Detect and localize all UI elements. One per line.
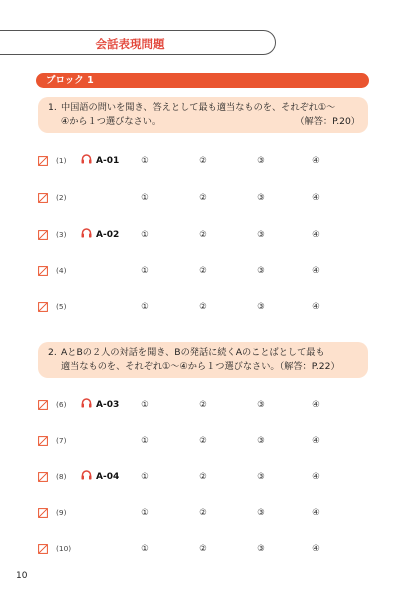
question-row xyxy=(38,299,378,315)
option-4[interactable]: ④ xyxy=(312,472,320,482)
question-number: (4) xyxy=(56,266,67,275)
option-1[interactable]: ① xyxy=(141,472,149,482)
option-2[interactable]: ② xyxy=(199,436,207,446)
question-row xyxy=(38,263,378,279)
option-1[interactable]: ① xyxy=(141,156,149,166)
option-1[interactable]: ① xyxy=(141,544,149,554)
question-row xyxy=(38,541,378,557)
option-3[interactable]: ③ xyxy=(257,266,265,276)
instruction-line-1: 中国語の問いを聞き、答えとして最も適当なものを、それぞれ①～ xyxy=(61,102,336,113)
question-number: (10) xyxy=(56,544,72,553)
question-number: (8) xyxy=(56,472,67,481)
audio-track[interactable] xyxy=(81,469,119,485)
instruction-line-2: ④から１つ選びなさい。 xyxy=(61,116,162,127)
option-2[interactable]: ② xyxy=(199,156,207,166)
question-row xyxy=(38,397,378,413)
option-2[interactable]: ② xyxy=(199,230,207,240)
option-4[interactable]: ④ xyxy=(312,230,320,240)
option-3[interactable]: ③ xyxy=(257,508,265,518)
option-3[interactable]: ③ xyxy=(257,193,265,203)
option-1[interactable]: ① xyxy=(141,302,149,312)
question-number: (1) xyxy=(56,156,67,165)
question-row xyxy=(38,505,378,521)
question-row xyxy=(38,153,378,169)
question-number: (9) xyxy=(56,508,67,517)
checkbox-icon[interactable] xyxy=(38,436,48,446)
option-1[interactable]: ① xyxy=(141,400,149,410)
option-3[interactable]: ③ xyxy=(257,544,265,554)
page-title: 会話表現問題 xyxy=(95,37,165,51)
audio-label: A-02 xyxy=(96,230,120,240)
option-1[interactable]: ① xyxy=(141,193,149,203)
headphone-icon xyxy=(81,156,96,166)
question-number: (7) xyxy=(56,436,67,445)
option-2[interactable]: ② xyxy=(199,472,207,482)
question-row xyxy=(38,469,378,485)
option-2[interactable]: ② xyxy=(199,400,207,410)
option-4[interactable]: ④ xyxy=(312,302,320,312)
question-row xyxy=(38,190,378,206)
option-3[interactable]: ③ xyxy=(257,230,265,240)
checkbox-icon[interactable] xyxy=(38,472,48,482)
checkbox-icon[interactable] xyxy=(38,400,48,410)
option-4[interactable]: ④ xyxy=(312,156,320,166)
audio-track[interactable] xyxy=(81,397,119,413)
option-2[interactable]: ② xyxy=(199,266,207,276)
checkbox-icon[interactable] xyxy=(38,230,48,240)
option-2[interactable]: ② xyxy=(199,302,207,312)
option-3[interactable]: ③ xyxy=(257,400,265,410)
option-4[interactable]: ④ xyxy=(312,544,320,554)
option-3[interactable]: ③ xyxy=(257,156,265,166)
audio-label: A-04 xyxy=(96,472,120,482)
question-number: (5) xyxy=(56,302,67,311)
checkbox-icon[interactable] xyxy=(38,156,48,166)
option-3[interactable]: ③ xyxy=(257,472,265,482)
headphone-icon xyxy=(81,472,96,482)
section-number: 1. xyxy=(48,102,57,113)
option-2[interactable]: ② xyxy=(199,544,207,554)
headphone-icon xyxy=(81,230,96,240)
checkbox-icon[interactable] xyxy=(38,193,48,203)
option-1[interactable]: ① xyxy=(141,508,149,518)
block-label: ブロック 1 xyxy=(36,73,369,88)
answer-reference: （解答：P.20） xyxy=(295,116,360,127)
question-row xyxy=(38,227,378,243)
audio-label: A-03 xyxy=(96,400,120,410)
option-4[interactable]: ④ xyxy=(312,193,320,203)
question-box-2 xyxy=(38,342,368,378)
audio-label: A-01 xyxy=(96,156,120,166)
option-4[interactable]: ④ xyxy=(312,436,320,446)
headphone-icon xyxy=(81,400,96,410)
option-2[interactable]: ② xyxy=(199,193,207,203)
option-4[interactable]: ④ xyxy=(312,508,320,518)
option-1[interactable]: ① xyxy=(141,266,149,276)
option-3[interactable]: ③ xyxy=(257,302,265,312)
option-4[interactable]: ④ xyxy=(312,400,320,410)
option-3[interactable]: ③ xyxy=(257,436,265,446)
audio-track[interactable] xyxy=(81,227,119,243)
instruction-line-2: 適当なものを、それぞれ①～④から１つ選びなさい。（解答：P.22） xyxy=(61,361,340,372)
checkbox-icon[interactable] xyxy=(38,544,48,554)
option-1[interactable]: ① xyxy=(141,436,149,446)
option-4[interactable]: ④ xyxy=(312,266,320,276)
question-number: (6) xyxy=(56,400,67,409)
section-number: 2. xyxy=(48,347,57,358)
page-number: 10 xyxy=(16,571,28,581)
question-number: (2) xyxy=(56,193,67,202)
checkbox-icon[interactable] xyxy=(38,508,48,518)
question-box-1 xyxy=(38,97,368,133)
option-2[interactable]: ② xyxy=(199,508,207,518)
question-row xyxy=(38,433,378,449)
question-number: (3) xyxy=(56,230,67,239)
audio-track[interactable] xyxy=(81,153,119,169)
checkbox-icon[interactable] xyxy=(38,302,48,312)
option-1[interactable]: ① xyxy=(141,230,149,240)
checkbox-icon[interactable] xyxy=(38,266,48,276)
instruction-line-1: AとBの２人の対話を聞き、Bの発話に続くAのことばとして最も xyxy=(61,347,325,358)
